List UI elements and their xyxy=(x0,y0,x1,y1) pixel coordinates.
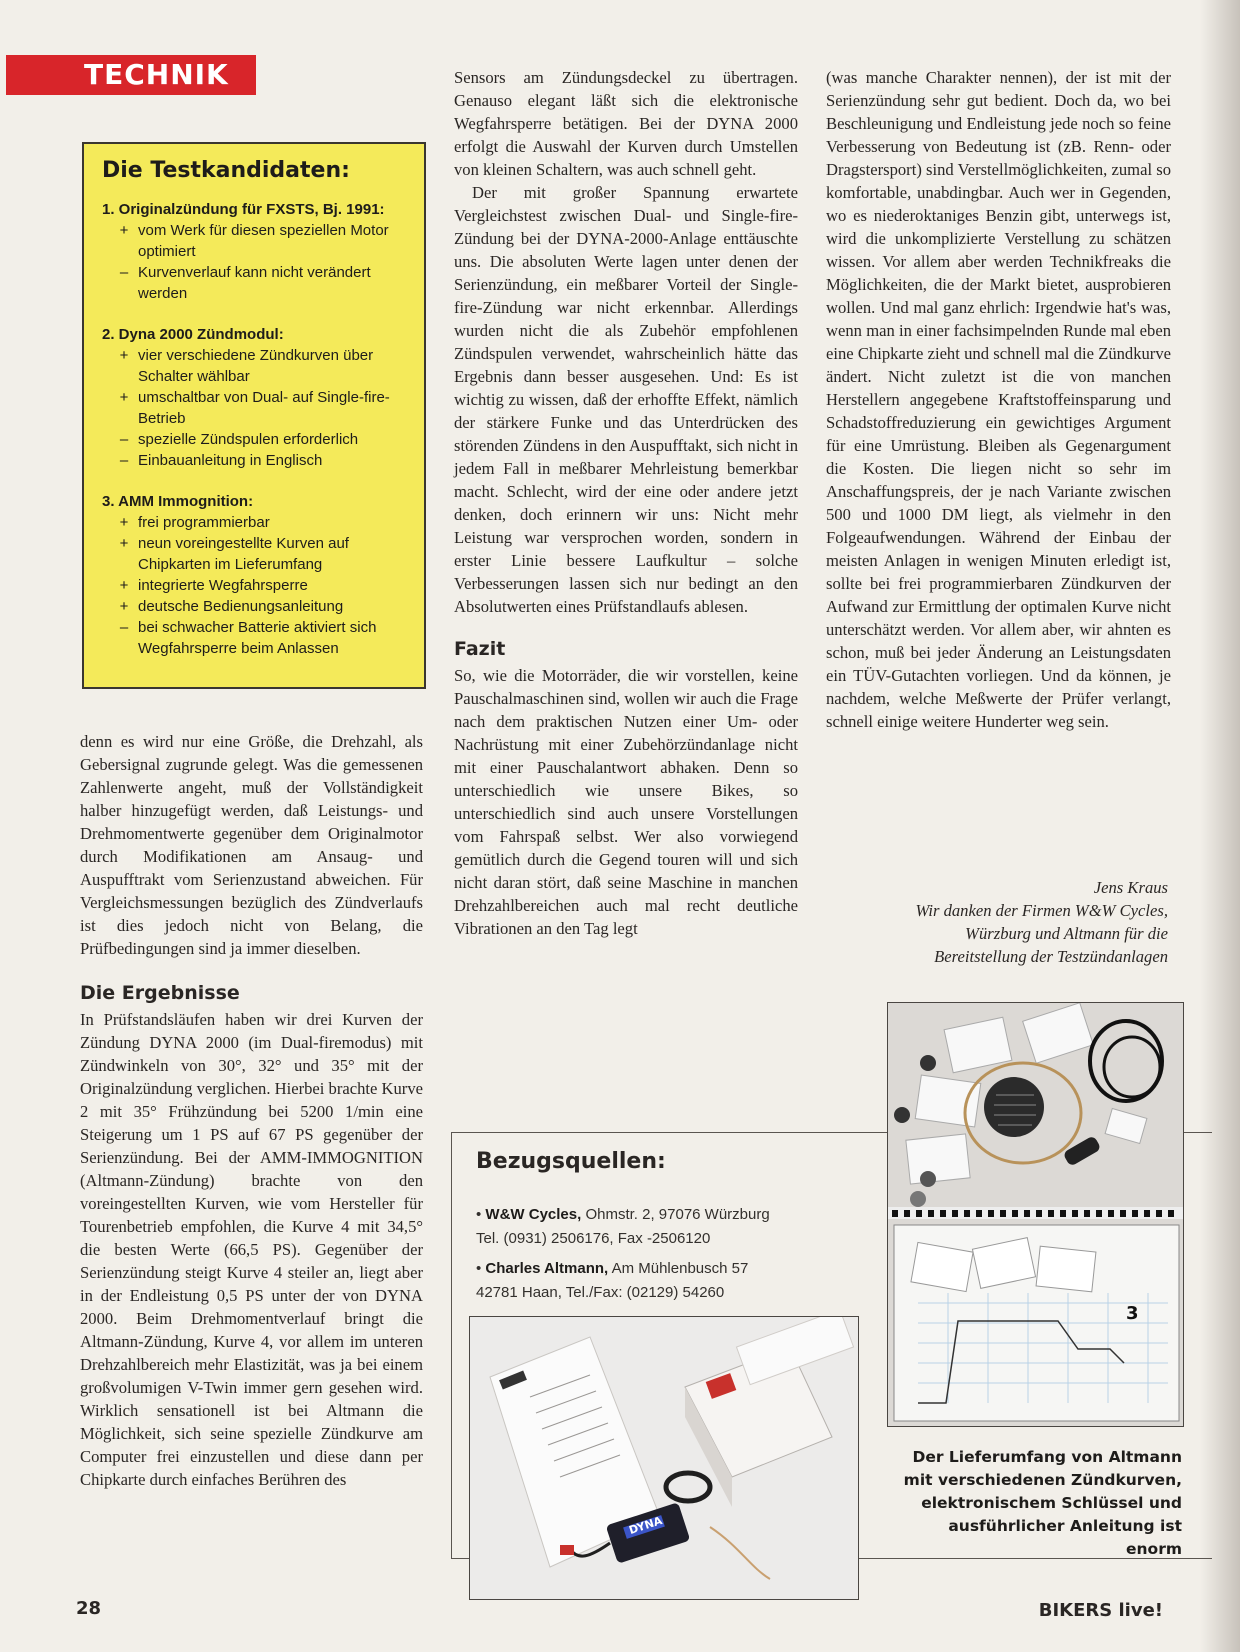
candidates-title: Die Testkandidaten: xyxy=(102,158,350,183)
source-phone: Tel. (0931) 2506176, Fax -2506120 xyxy=(476,1230,711,1247)
item-text: neun voreingestellte Kurven auf Chipkarten im Lieferumfang xyxy=(138,535,349,573)
paragraph: In Prüfstandsläufen haben wir drei Kurven der Zündung DYNA 2000 (im Dual-firemodus) mit Zündwinkeln von 30°, 32° und 35° mit der Originalzündung verglichen. Hierbei brachte Kurve 2 mit 35° Frühzündung bei 5200 1/min eine Steigerung um 1 PS auf 67 PS gegenüber der Serienzündung. Bei der AMM-IMMOGNITION (Altmann-Zündung) brachte von den voreingestellten Kurven, wie vom Hersteller für Tourenbetrieb empfohlen, die Kurve 4 mit 34,5° die besten Werte (66,5 PS). Gegenüber der Serienzündung steigt Kurve 4 steiler an, liegt aber in der Endleistung 0,5 PS unter der von DYNA 2000. Beim Drehmomentverlauf bringt die Altmann-Zündung, Kurve 4, vor allem im unteren Drehzahlbereich mehr Elastizität, was ja bei einem großvolumigen V-Twin immer gern gesehen wird. Wirklich sensationell ist bei Altmann die Möglichkeit, sich seine spezielle Zündkurve am Computer frei einzustellen und diese dann per Chipkarte durch einfaches Berühren des xyxy=(80,1010,423,1489)
section-tag: TECHNIK xyxy=(6,55,256,95)
caption-line: elektronischem Schlüssel und xyxy=(921,1494,1182,1512)
altmann-photo-illustration xyxy=(888,1003,1184,1427)
item-sign: + xyxy=(119,598,129,615)
author-credits xyxy=(826,876,1168,968)
candidate-group xyxy=(102,324,406,471)
item-sign: – xyxy=(119,431,129,448)
item-text: deutsche Bedienungsanleitung xyxy=(138,598,344,615)
source-phone: 42781 Haan, Tel./Fax: (02129) 54260 xyxy=(476,1284,725,1301)
altmann-product-photo xyxy=(887,1002,1184,1427)
item-sign: – xyxy=(119,264,129,281)
source-address: Am Mühlenbusch 57 xyxy=(608,1260,749,1277)
candidate-item xyxy=(102,533,406,575)
caption-line: mit verschiedenen Zündkurven, xyxy=(903,1471,1182,1489)
item-text: vom Werk für diesen speziellen Motor optimiert xyxy=(138,222,389,260)
item-text: vier verschiedene Zündkurven über Schalter wählbar xyxy=(138,347,374,385)
candidate-item xyxy=(102,575,406,596)
candidate-group xyxy=(102,491,406,659)
thanks-line: Bereitstellung der Testzündanlagen xyxy=(934,947,1168,966)
candidate-item xyxy=(102,429,406,450)
heading-fazit: Fazit xyxy=(454,638,506,660)
item-text: umschaltbar von Dual- auf Single-fire-Betrieb xyxy=(138,389,390,427)
dyna-box-label: DYNA xyxy=(627,1514,664,1537)
paragraph: (was manche Charakter nennen), der ist mit der Serienzündung sehr gut bedient. Doch da, wo bei Beschleunigung und Endleistung jede noch so feine Verbesserung von Bedeutung ist (zB. Renn- oder Dragstersport) sind Verstellmöglichkeiten, zumal so komfortable, unabdingbar. Auch wer in Gegenden, wo es niederoktaniges Benzin gibt, unterwegs ist, wird die unkomplizierte Verstellung zu schätzen wissen. Vor allem aber werden Technikfreaks die Möglichkeiten, die der Markt bietet, ausprobieren wollen. Und mal ganz ehrlich: Irgendwie hat's was, wenn man in einer fachsimpelnden Runde mal eben eine Chipkarte zieht und schnell mal die Zündkurve ändert. Nicht zuletzt ist die von manchen Herstellern angegebene Kraftstoffeinsparung und Schadstoffreduzierung ein gewichtiges Argument für eine Umrüstung. Bleiben als Gegenargument die Kosten. Die liegen nicht so sehr im Anschaffungspreis, der je nach Variante zwischen 500 und 1000 DM liegt, als vielmehr in den Folgeaufwendungen. Während der Einbau der meisten Anlagen in wenigen Minuten erledigt ist, sollte bei frei programmierbaren Zündkurven der Aufwand zur Ermittlung der optimalen Kurve nicht unterschätzt werden. Vor allem aber, wir ahnten es schon, muß bei jeder Änderung an Leistungsdaten ein TÜV-Gutachten vorliegen. Und da können, je nachdem, welche Meßwerte der Prüfer verlangt, schnell einige weitere Hunderter weg sein. xyxy=(826,68,1171,731)
item-sign: + xyxy=(119,514,129,531)
page-number: 28 xyxy=(76,1598,102,1619)
item-sign: + xyxy=(119,577,129,594)
heading-results: Die Ergebnisse xyxy=(80,982,240,1004)
candidate-item xyxy=(102,596,406,617)
source-name: W&W Cycles, xyxy=(485,1206,582,1223)
dyna-photo-illustration xyxy=(470,1317,859,1600)
item-text: Kurvenverlauf kann nicht verändert werden xyxy=(138,264,371,302)
thanks-line: Würzburg und Altmann für die xyxy=(965,924,1168,943)
sources-title: Bezugsquellen: xyxy=(476,1149,666,1174)
article-column-2 xyxy=(454,66,798,940)
thanks-line: Wir danken der Firmen W&W Cycles, xyxy=(915,901,1168,920)
paragraph: denn es wird nur eine Größe, die Drehzahl, als Gebersignal zugrunde gelegt. Was die gemessenen Zahlenwerte angeht, muß der Vollständigkeit halber hinzugefügt werden, daß Leistungs- und Drehmomentwerte gegenüber dem Originalmotor durch Modifikationen am Ansaug- und Auspufftrakt vom Serienzustand abweichen. Für Vergleichsmessungen bezüglich des Zündverlaufs ist dies jedoch nicht von Belang, die Prüfbedingungen sind ja immer dieselben. xyxy=(80,732,423,958)
candidate-group xyxy=(102,199,406,304)
paragraph: So, wie die Motorräder, die wir vorstellen, keine Pauschalmaschinen sind, wollen wir auch die Frage nach dem praktischen Nutzen einer Um- oder Nachrüstung mit einer Zubehörzündanlage nicht mit einer Pauschalantwort abhaken. Denn so unterschiedlich wie unsere Bikes, so unterschiedlich sind auch unsere Vorstellungen vom Fahrspaß selbst. Wer also vorwiegend gemütlich durch die Gegend touren will und sich nicht daran stört, daß seine Maschine in manchen Drehzahlbereichen auch mal recht deutliche Vibrationen an den Tag legt xyxy=(454,666,798,938)
dyna-product-photo xyxy=(469,1316,859,1600)
item-sign: + xyxy=(119,389,129,406)
candidate-item xyxy=(102,450,406,471)
paragraph: Der mit großer Spannung erwartete Vergleichstest zwischen Dual- und Single-fire-Zündung bei der DYNA-2000-Anlage enttäuschte uns. Die absoluten Werte lagen unter denen der Serienzündung, ein meßbarer Vorteil der Single-fire-Zündung war nicht erkennbar. Allerdings wurden nicht die als Zubehör empfohlenen Zündspulen verwendet, wahrscheinlich hätte das Ergebnis dann besser ausgesehen. Und: Es ist wichtig zu wissen, daß der erhoffte Effekt, nämlich der stärkere Funke und das Unterdrücken des störenden Zündens in den Auspufftakt, sich nicht in jedem Fall in meßbarer Mehrleistung bemerkbar macht. Schlecht, wird der eine oder andere jetzt denken, doch erinnern wir uns: Nicht mehr Leistung war versprochen worden, sondern in erster Linie bessere Laufkultur – solche Verbesserungen lassen sich nur bedingt an den Absolutwerten eines Prüfstandlaufs ablesen. xyxy=(454,183,798,616)
paragraph: Sensors am Zündungsdeckel zu übertragen. Genauso elegant läßt sich die elektronische Wegfahrsperre betätigen. Bei der DYNA 2000 erfolgt die Auswahl der Kurven durch Umstellen von kleinen Schaltern, was auch schnell geht. xyxy=(454,68,798,179)
candidates-box xyxy=(82,142,426,689)
article-column-1 xyxy=(80,730,423,1491)
caption-line: Der Lieferumfang von Altmann xyxy=(912,1448,1182,1466)
caption-line: ausführlicher Anleitung ist enorm xyxy=(948,1517,1182,1558)
candidate-item xyxy=(102,220,406,262)
item-text: frei programmierbar xyxy=(138,514,270,531)
candidate-title: 1. Originalzündung für FXSTS, Bj. 1991: xyxy=(102,201,385,218)
item-text: Einbauanleitung in Englisch xyxy=(138,452,323,469)
candidate-item xyxy=(102,345,406,387)
item-sign: + xyxy=(119,222,129,239)
source-entry: • Charles Altmann, Am Mühlenbusch 57 42781 Haan, Tel./Fax: (02129) 54260 xyxy=(476,1260,749,1301)
candidate-item xyxy=(102,512,406,533)
photo-caption xyxy=(890,1446,1182,1561)
author-name: Jens Kraus xyxy=(1093,878,1168,897)
article-column-3 xyxy=(826,66,1171,733)
item-sign: + xyxy=(119,347,129,364)
item-text: integrierte Wegfahrsperre xyxy=(138,577,308,594)
source-entry: • W&W Cycles, Ohmstr. 2, 97076 Würzburg Tel. (0931) 2506176, Fax -2506120 xyxy=(476,1206,770,1247)
item-text: spezielle Zündspulen erforderlich xyxy=(138,431,359,448)
candidate-item xyxy=(102,387,406,429)
candidate-title: 2. Dyna 2000 Zündmodul: xyxy=(102,326,284,343)
candidate-item xyxy=(102,617,406,659)
item-sign: – xyxy=(119,452,129,469)
source-address: Ohmstr. 2, 97076 Würzburg xyxy=(581,1206,770,1223)
chart-number: 3 xyxy=(1126,1303,1139,1324)
item-sign: + xyxy=(119,535,129,552)
source-name: Charles Altmann, xyxy=(485,1260,609,1277)
candidate-title: 3. AMM Immognition: xyxy=(102,493,254,510)
magazine-name: BIKERS live! xyxy=(1038,1600,1163,1621)
candidate-item xyxy=(102,262,406,304)
item-sign: – xyxy=(119,619,129,636)
item-text: bei schwacher Batterie aktiviert sich Wegfahrsperre beim Anlassen xyxy=(138,619,377,657)
